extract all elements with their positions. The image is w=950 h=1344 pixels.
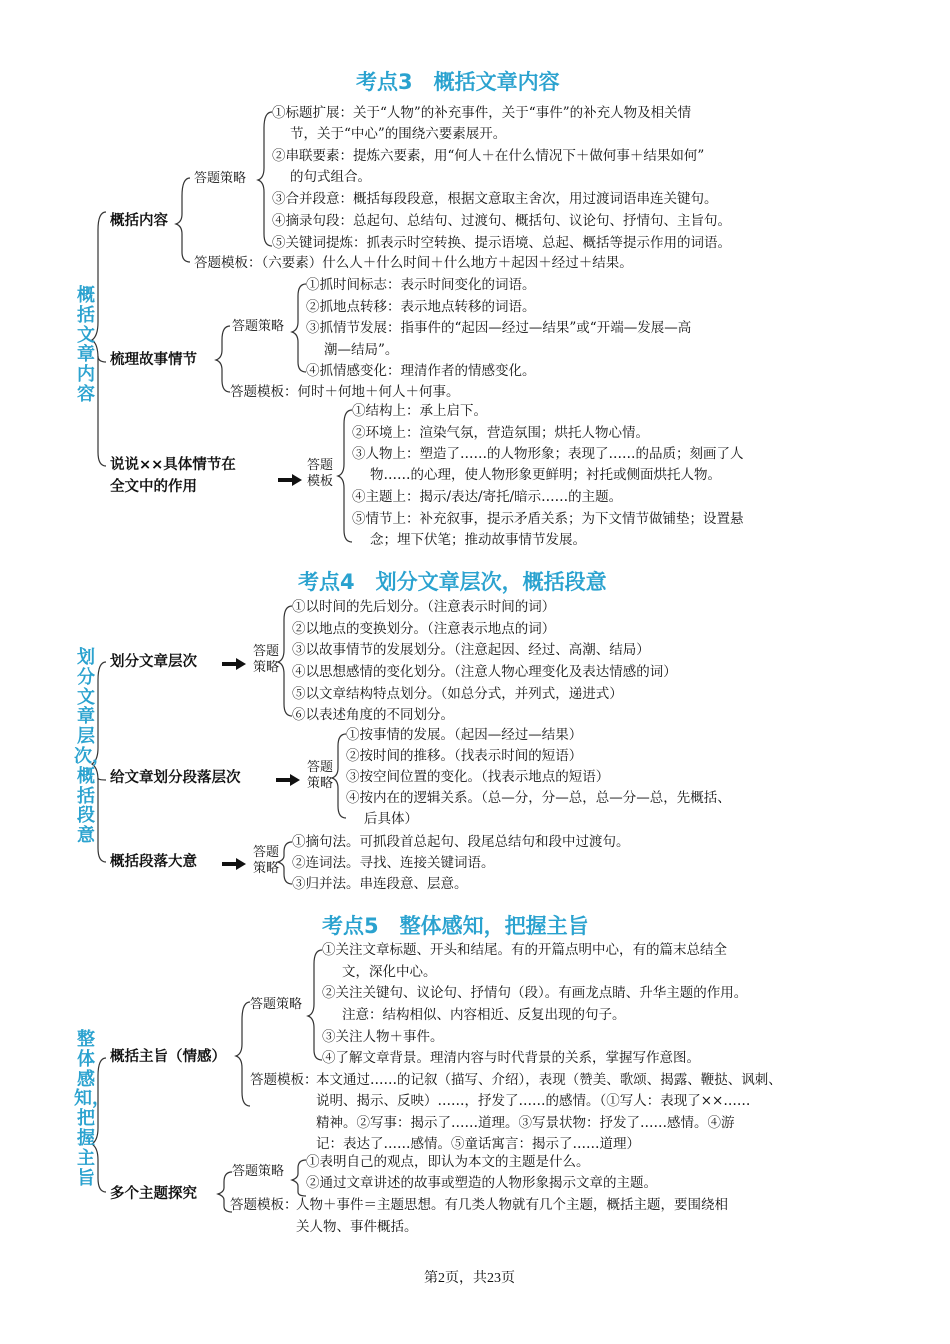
vertical-label-4: 划分文章层次，概括段意 [74,647,110,847]
item: ⑤情节上：补充叙事，提示矛盾关系；为下文情节做铺垫；设置悬 [352,511,744,527]
template-label: 答题模板： [230,1197,298,1213]
strategy-label: 答题策略 [250,997,303,1012]
item: ①结构上：承上启下。 [352,403,487,419]
template-line: 人物＋事件＝主题思想。有几类人物就有几个主题，概括主题，要围绕相 [296,1197,728,1213]
item: ⑥以表述角度的不同划分。 [292,707,454,723]
item: ③以故事情节的发展划分。（注意起因、经过、高潮、结局） [292,642,650,658]
branch-label: 说说××具体情节在 [110,457,236,473]
arrow-icon [222,658,246,670]
item: 念；埋下伏笔；推动故事情节发展。 [370,532,586,548]
section-title-4: 考点4 划分文章层次，概括段意 [298,570,607,594]
template-line: 答题模板：何时＋何地＋何人＋何事。 [230,384,460,400]
strategy-label: 答题策略 [232,1164,285,1179]
item: ②环境上：渲染气氛，营造氛围；烘托人物心情。 [352,425,649,441]
arrow-icon [278,474,302,486]
item: ①按事情的发展。（起因—经过—结果） [346,727,583,743]
item: ③抓情节发展：指事件的“起因—经过—结果”或“开端—发展—高 [306,320,692,336]
branch-label: 梳理故事情节 [110,352,197,368]
template-line: 关人物、事件概括。 [296,1219,418,1235]
item: ③人物上：塑造了……的人物形象；表现了……的品质；刻画了人 [352,446,744,462]
template-line: 说明、揭示、反映）……，抒发了……的感情。（①写人：表现了××…… [316,1093,751,1109]
branch-label: 全文中的作用 [110,479,197,495]
item: ①抓时间标志：表示时间变化的词语。 [306,277,536,293]
branch-label: 概括段落大意 [110,854,197,870]
item: ④按内在的逻辑关系。（总—分，分—总，总—分—总，先概括、 [346,790,731,806]
strategy-label: 答题策略 [252,845,279,877]
item: ①标题扩展：关于“人物”的补充事件，关于“事件”的补充人物及相关情 [272,105,692,121]
item: ④主题上：揭示/表达/寄托/暗示……的主题。 [352,489,623,505]
item: 潮—结局”。 [324,342,399,358]
item: ①以时间的先后划分。（注意表示时间的词） [292,599,556,615]
item: ②抓地点转移：表示地点转移的词语。 [306,299,536,315]
item: ④以思想感情的变化划分。（注意人物心理变化及表达情感的词） [292,664,677,680]
item: ④抓情感变化：理清作者的情感变化。 [306,363,536,379]
item: ③归并法。串连段意、层意。 [292,876,468,892]
item: ⑤以文章结构特点划分。（如总分式，并列式，递进式） [292,686,623,702]
arrow-icon [276,774,300,786]
item: ④了解文章背景。理清内容与时代背景的关系，掌握写作意图。 [322,1050,700,1066]
template-line: 记：表达了……感情。⑤童话寓言：揭示了……道理） [316,1136,640,1152]
branch-label: 概括主旨（情感） [110,1049,226,1065]
item: 注意：结构相似、内容相近、反复出现的句子。 [342,1007,626,1023]
branch-label: 划分文章层次 [110,654,197,670]
template-label: 答题模板 [306,458,333,490]
item: ②连词法。寻找、连接关键词语。 [292,855,495,871]
item: ③关注人物＋事件。 [322,1029,444,1045]
item: 文，深化中心。 [342,964,437,980]
item: ②以地点的变换划分。（注意表示地点的词） [292,621,556,637]
item: ①表明自己的观点，即认为本文的主题是什么。 [306,1154,590,1170]
arrow-icon [222,858,246,870]
strategy-label: 答题策略 [232,319,285,334]
item: 后具体） [364,811,418,827]
vertical-label-5: 整体感知，把握主旨 [74,1029,110,1189]
item: ②关注关键句、议论句、抒情句（段）。有画龙点睛、升华主题的作用。 [322,985,748,1001]
branch-label: 给文章划分段落层次 [110,770,241,786]
page-footer: 第2页，共23页 [424,1271,515,1286]
section-title-3: 考点3 概括文章内容 [356,70,560,94]
strategy-label: 答题策略 [252,644,279,676]
item: ①摘句法。可抓段首总起句、段尾总结句和段中过渡句。 [292,834,630,850]
template-line: 精神。②写事：揭示了……道理。③写景状物：抒发了……感情。④游 [316,1115,735,1131]
item: ③合并段意：概括每段段意，根据文意取主舍次，用过渡词语串连关键句。 [272,191,718,207]
strategy-label: 答题策略 [194,171,247,186]
item: ②串联要素：提炼六要素，用“何人＋在什么情况下＋做何事＋结果如何” [272,148,705,164]
item: 节，关于“中心”的围绕六要素展开。 [290,126,507,142]
item: ②通过文章讲述的故事或塑造的人物形象揭示文章的主题。 [306,1175,657,1191]
template-label: 答题模板： [250,1072,318,1088]
item: ②按时间的推移。（找表示时间的短语） [346,748,583,764]
branch-label: 多个主题探究 [110,1186,197,1202]
branch-label: 概括内容 [110,213,168,229]
vertical-label-3: 概括文章内容 [77,285,95,405]
template-line: 本文通过……的记叙（描写、介绍），表现（赞美、歌颂、揭露、鞭挞、讽刺、 [316,1072,782,1088]
item: ④摘录句段：总起句、总结句、过渡句、概括句、议论句、抒情句、主旨句。 [272,213,731,229]
section-title-5: 考点5 整体感知，把握主旨 [322,914,589,938]
strategy-label: 答题策略 [306,760,333,792]
item: 的句式组合。 [290,169,371,185]
item: ①关注文章标题、开头和结尾。有的开篇点明中心，有的篇末总结全 [322,942,727,958]
template-line: 答题模板：（六要素）什么人＋什么时间＋什么地方＋起因＋经过＋结果。 [194,255,633,271]
item: ⑤关键词提炼：抓表示时空转换、提示语境、总起、概括等提示作用的词语。 [272,235,731,251]
item: ③按空间位置的变化。（找表示地点的短语） [346,769,610,785]
item: 物……的心理，使人物形象更鲜明；衬托或侧面烘托人物。 [370,467,721,483]
